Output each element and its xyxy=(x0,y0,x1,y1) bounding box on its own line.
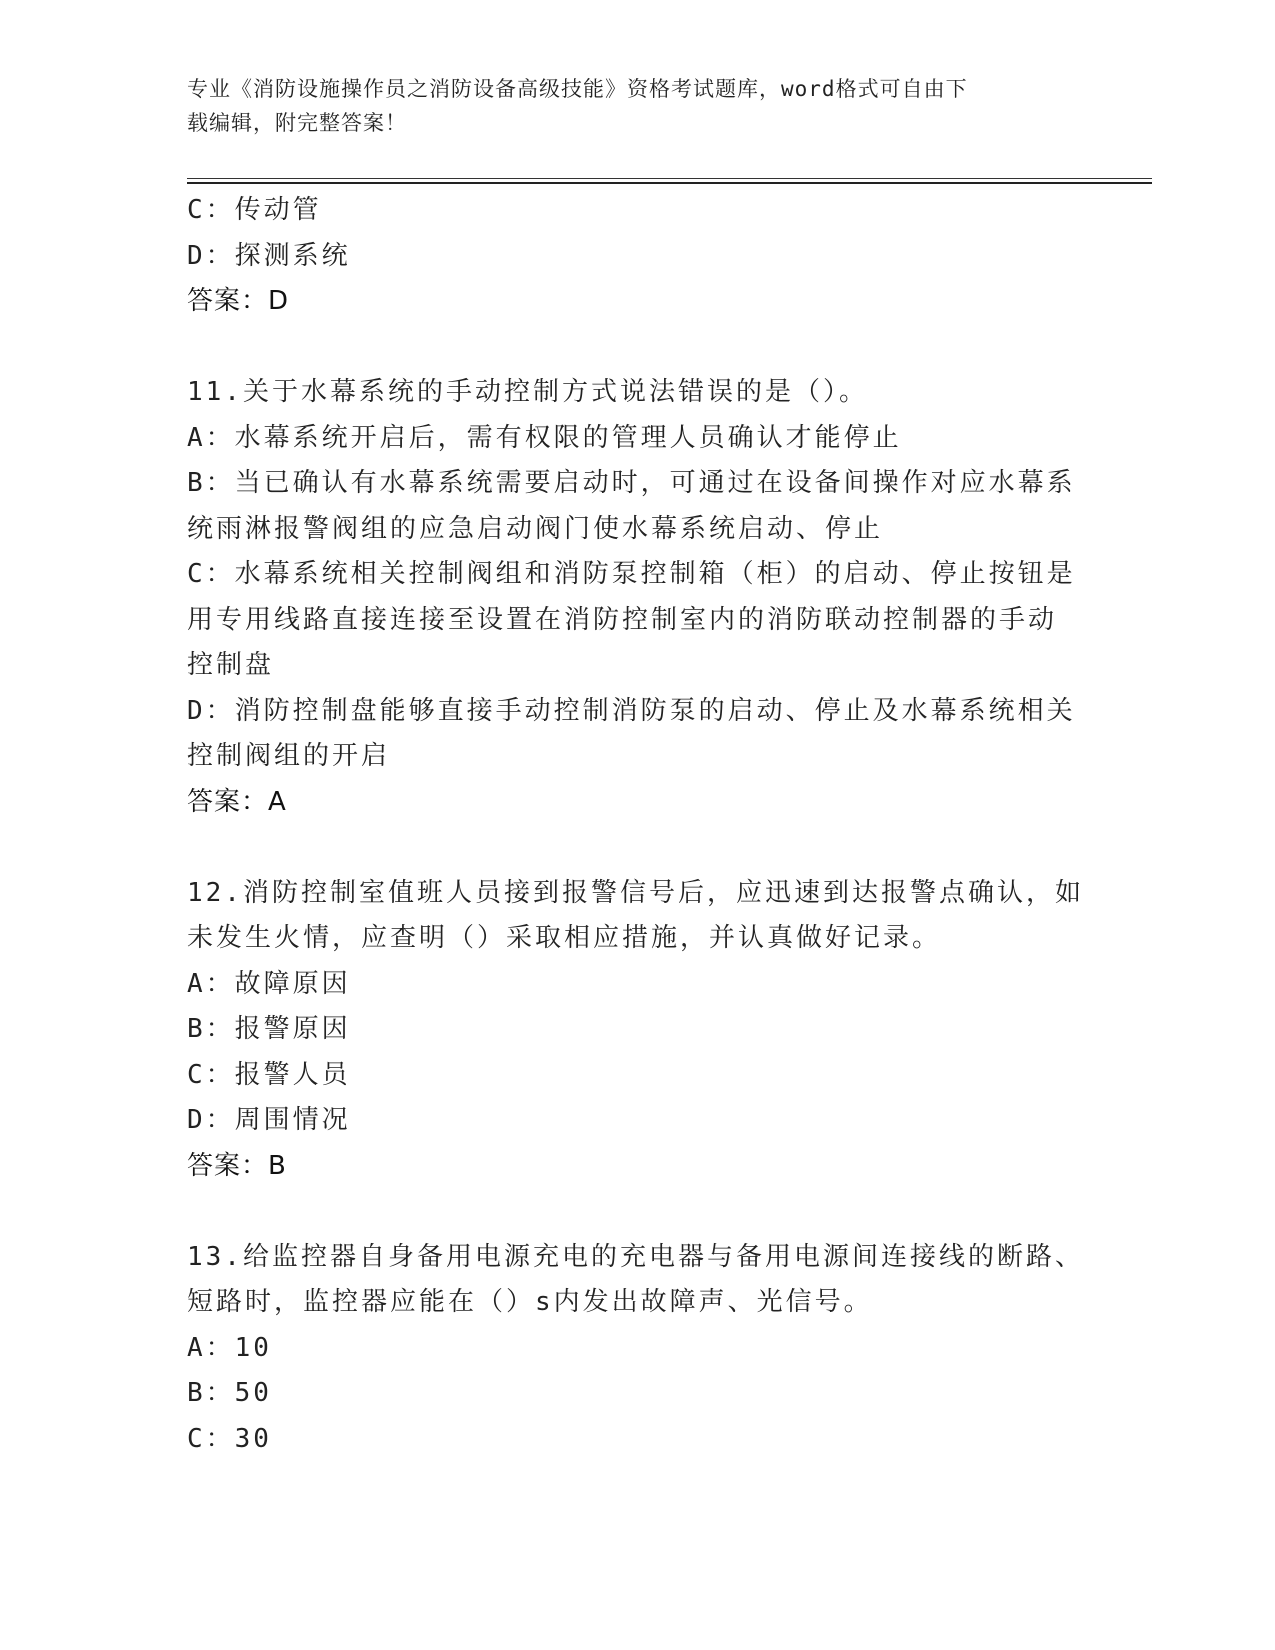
spacer xyxy=(187,1189,1087,1235)
option-c: C：报警人员 xyxy=(187,1059,351,1090)
option-c-line-1: C：水幕系统相关控制阀组和消防泵控制箱（柜）的启动、停止按钮是 xyxy=(187,559,1076,589)
option-d: D：探测系统 xyxy=(187,240,351,271)
option-c-line-2: 用专用线路直接连接至设置在消防控制室内的消防联动控制器的手动 xyxy=(187,604,1058,635)
answer-line: 答案：A xyxy=(187,786,287,817)
answer-line: 答案：D xyxy=(187,286,290,316)
answer-line: 答案：B xyxy=(187,1150,287,1181)
question-stem-line-1: 13.给监控器自身备用电源充电的充电器与备用电源间连接线的断路、 xyxy=(187,1241,1084,1272)
question-stem: 11.关于水幕系统的手动控制方式说法错误的是（）。 xyxy=(187,377,868,407)
spacer xyxy=(187,825,1087,871)
option-c: C：30 xyxy=(187,1423,272,1454)
option-b: B：50 xyxy=(187,1378,272,1408)
header-title-line-2: 载编辑，附完整答案！ xyxy=(187,111,407,135)
option-b-line-2: 统雨淋报警阀组的应急启动阀门使水幕系统启动、停止 xyxy=(187,513,884,544)
header-rule-thin xyxy=(187,178,1152,179)
carryover-block xyxy=(187,188,1087,325)
document-header xyxy=(187,72,1067,140)
option-d: D：周围情况 xyxy=(187,1105,351,1135)
option-d-line-2: 控制阀组的开启 xyxy=(187,741,391,771)
spacer xyxy=(187,325,1087,371)
question-13 xyxy=(187,1235,1087,1463)
question-11 xyxy=(187,370,1087,825)
document-body xyxy=(187,188,1087,1462)
question-stem-line-1: 12.消防控制室值班人员接到报警信号后，应迅速到达报警点确认，如 xyxy=(187,877,1084,908)
option-c: C：传动管 xyxy=(187,195,322,225)
option-a: A：10 xyxy=(187,1332,272,1363)
option-d-line-1: D：消防控制盘能够直接手动控制消防泵的启动、停止及水幕系统相关 xyxy=(187,695,1076,726)
question-stem-line-2: 未发生火情，应查明（）采取相应措施，并认真做好记录。 xyxy=(187,923,942,953)
header-rule-thick xyxy=(187,182,1152,184)
question-12 xyxy=(187,871,1087,1190)
question-stem-line-2: 短路时，监控器应能在（）s内发出故障声、光信号。 xyxy=(187,1287,873,1317)
option-a: A：故障原因 xyxy=(187,968,351,999)
option-b: B：报警原因 xyxy=(187,1014,351,1044)
option-b-line-1: B：当已确认有水幕系统需要启动时，可通过在设备间操作对应水幕系 xyxy=(187,468,1076,498)
option-a: A：水幕系统开启后，需有权限的管理人员确认才能停止 xyxy=(187,422,902,453)
header-title-line-1: 专业《消防设施操作员之消防设备高级技能》资格考试题库，word格式可自由下 xyxy=(187,77,968,101)
option-c-line-3: 控制盘 xyxy=(187,650,275,680)
